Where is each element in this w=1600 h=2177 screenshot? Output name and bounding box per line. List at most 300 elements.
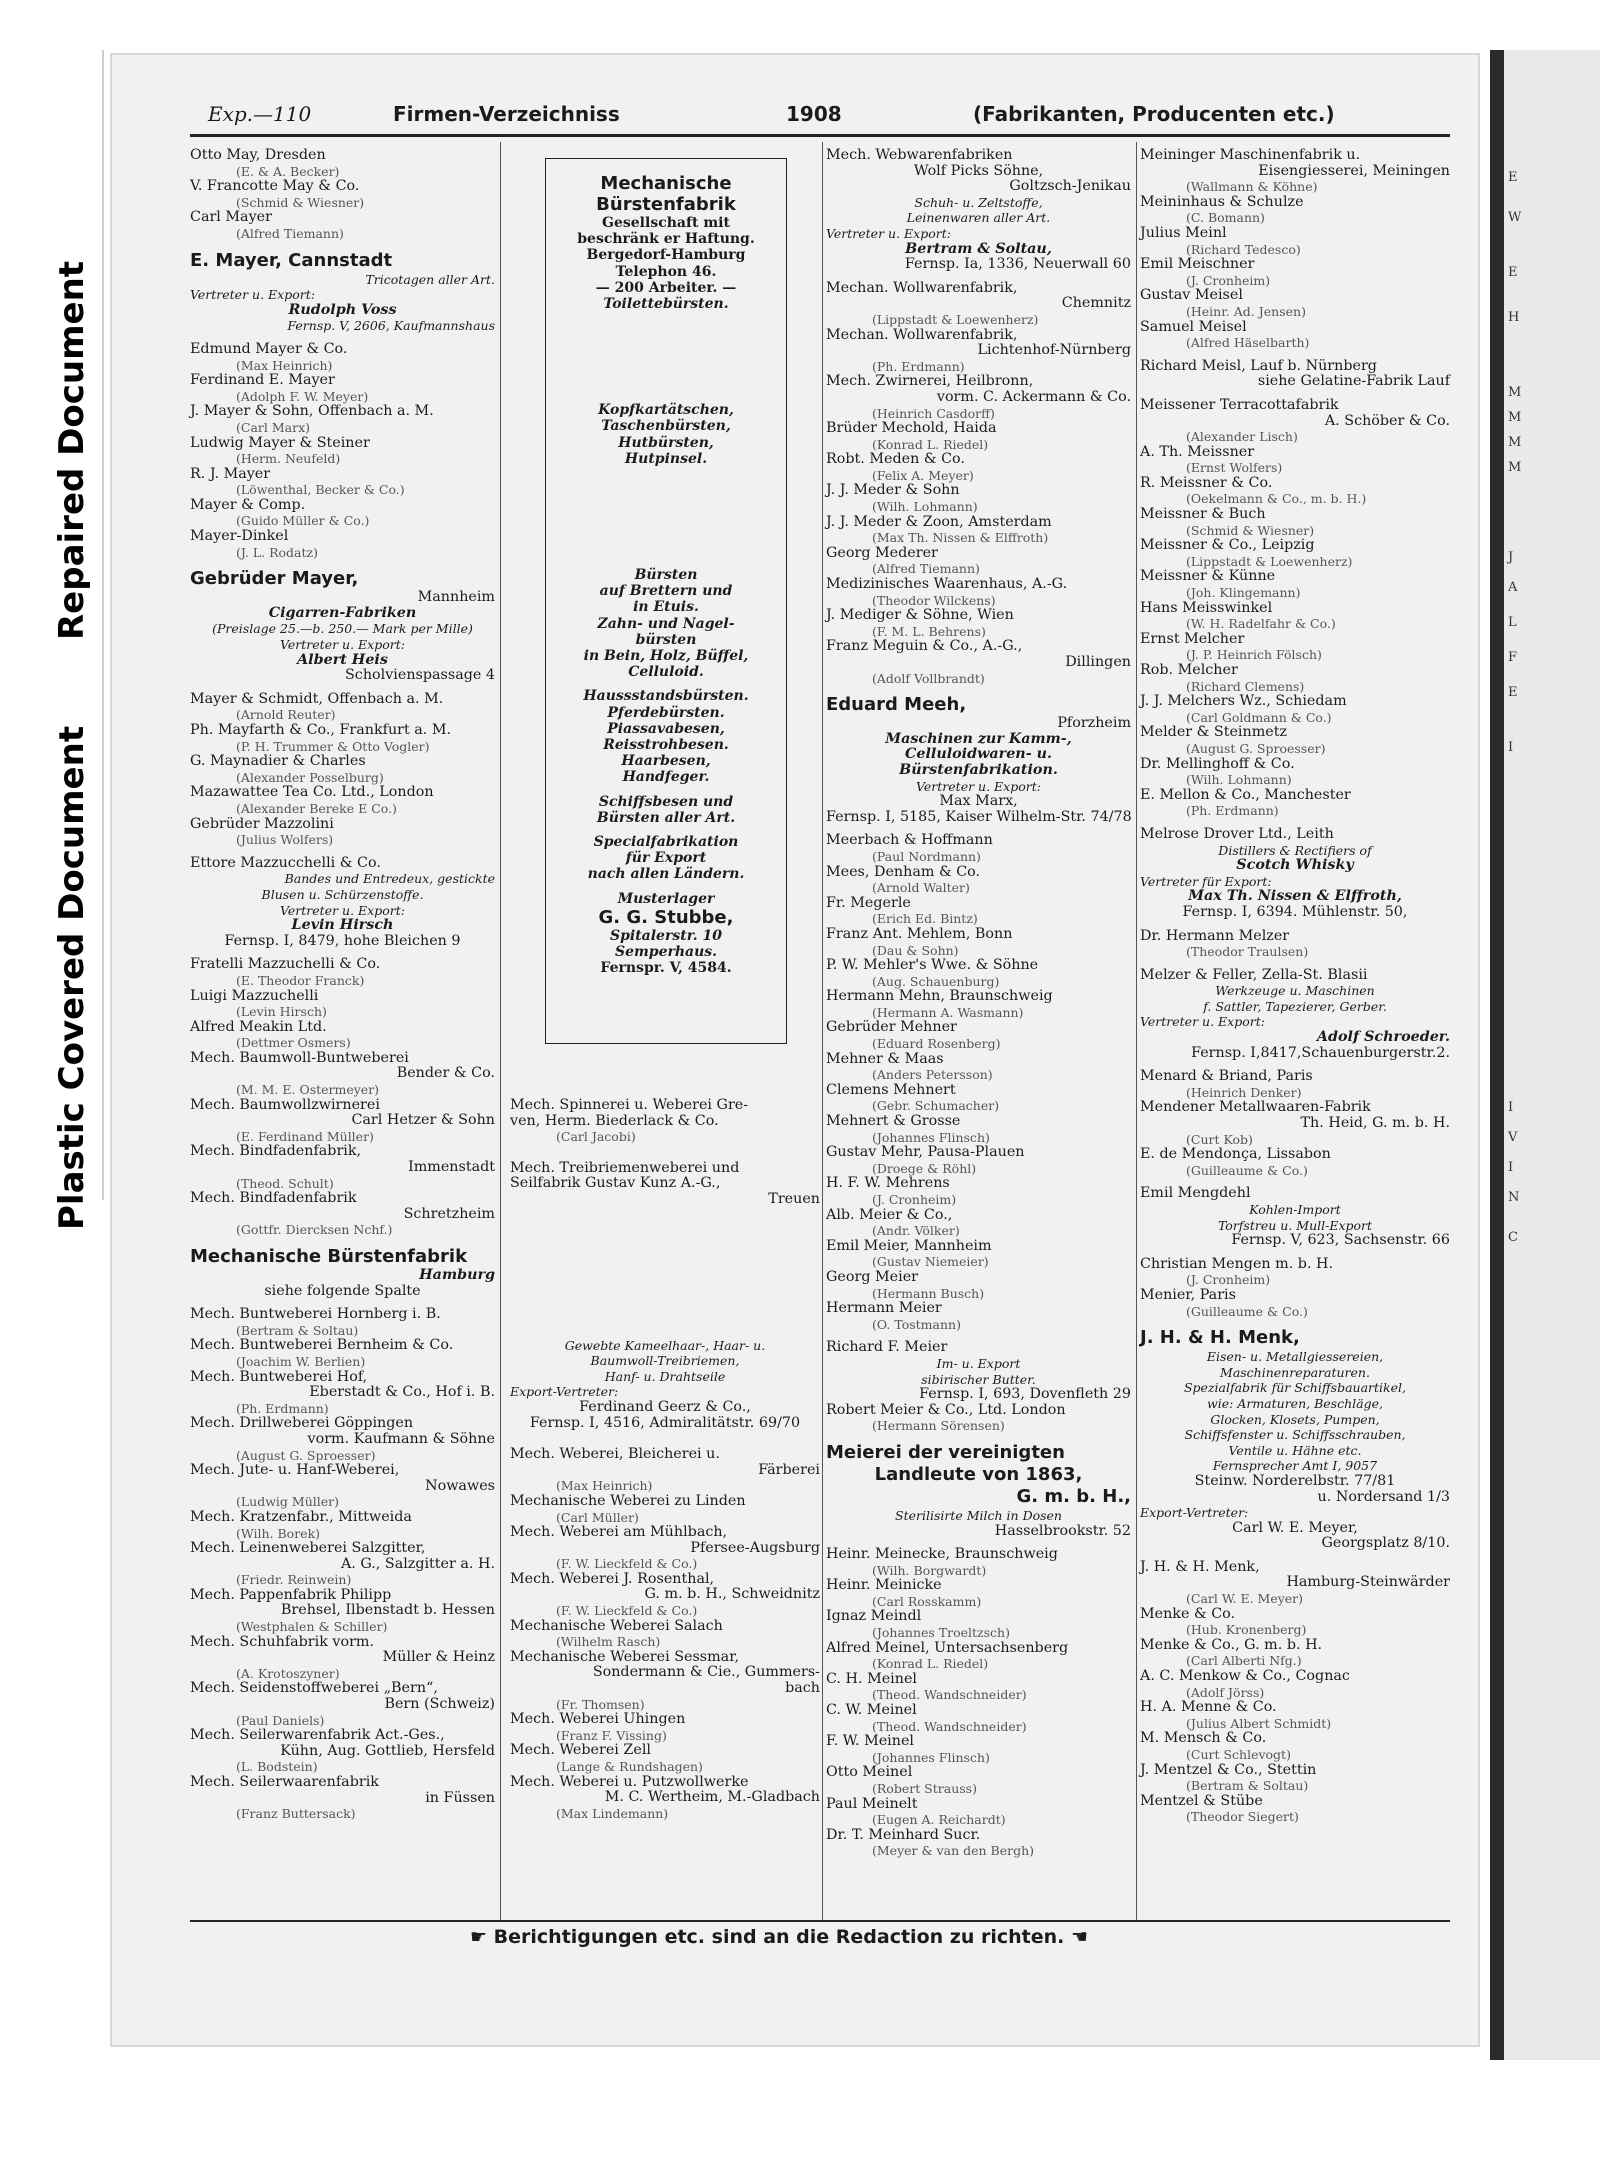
ad-line: Reisstrohbesen. (603, 737, 729, 754)
listing-line: ven, Herm. Biederlack & Co. (510, 1112, 719, 1129)
listing-line: Werkzeuge u. Maschinen (1215, 983, 1375, 999)
listing-line: Bandes und Entredeux, gestickte (284, 871, 495, 887)
listing-line: (Carl Rosskamm) (872, 1593, 982, 1609)
column-2 (510, 1098, 820, 1821)
listing-line: (Hub. Kronenberg) (1186, 1622, 1307, 1638)
listing-line: Samuel Meisel (1140, 318, 1247, 335)
ad-line: Telephon 46. (615, 263, 717, 280)
listing-line: Export-Vertreter: (1140, 1505, 1249, 1521)
listing-line: (Ph. Erdmann) (236, 1400, 329, 1416)
listing-line: Meissener Terracottafabrik (1140, 396, 1339, 413)
listing-line: (Wilhelm Rasch) (556, 1634, 661, 1650)
listing-line: Mazawattee Tea Co. Ltd., London (190, 784, 434, 801)
listing-line: J. H. & H. Menk, (1140, 1327, 1300, 1349)
listing-line: (Dettmer Osmers) (236, 1035, 351, 1051)
listing-line: (Heinrich Denker) (1186, 1084, 1302, 1100)
listing-line: (Alexander Lisch) (1186, 429, 1298, 445)
listing-line: Fernsp. I, 693, Dovenfleth 29 (919, 1386, 1131, 1403)
ad-line: Kopfkartätschen, (598, 402, 734, 419)
listing-line: Eisen- u. Metallgiessereien, (1206, 1349, 1384, 1365)
listing-line: (Wilh. Lohmann) (1186, 772, 1292, 788)
edge-letter: M (1508, 435, 1522, 450)
listing-line: Emil Mengdehl (1140, 1185, 1251, 1202)
listing-line: Menke & Co., G. m. b. H. (1140, 1636, 1323, 1653)
listing-line: A. Schöber & Co. (1324, 412, 1450, 429)
listing-line: Celluloidwaren- u. (904, 746, 1052, 763)
listing-line: (Alfred Häselbarth) (1186, 335, 1310, 351)
edge-letter: M (1508, 385, 1522, 400)
listing-line: (Löwenthal, Becker & Co.) (236, 482, 405, 498)
listing-line: Goltzsch-Jenikau (1009, 178, 1131, 195)
listing-line: Pforzheim (1057, 715, 1131, 732)
listing-line: Mech. Drillweberei Göppingen (190, 1415, 414, 1432)
listing-line: Gustav Mehr, Pausa-Plauen (826, 1144, 1025, 1161)
listing-line: (A. Krotoszyner) (236, 1665, 340, 1681)
listing-line: Mehner & Maas (826, 1050, 944, 1067)
listing-line: Mayer & Comp. (190, 496, 306, 513)
edge-letter: E (1508, 265, 1518, 280)
ad-line: auf Brettern und (599, 583, 733, 600)
listing-line: (Theod. Schult) (236, 1175, 334, 1191)
listing-line: Ventile u. Hähne etc. (1228, 1442, 1362, 1458)
clothes-brush-illustration (546, 467, 786, 567)
listing-line: Medizinisches Waarenhaus, A.-G. (826, 576, 1068, 593)
listing-line (826, 686, 1131, 694)
listing-line: C. W. Meinel (826, 1702, 917, 1719)
edge-letter: I (1508, 1100, 1514, 1115)
listing-line: Bender & Co. (396, 1065, 495, 1082)
listing-line: (Johannes Troeltzsch) (872, 1625, 1010, 1641)
listing-line: Hamburg (419, 1267, 495, 1283)
listing-line: Melder & Steinmetz (1140, 724, 1288, 741)
listing-line: (Heinrich Casdorff) (872, 405, 995, 421)
listing-line: (Wilh. Lohmann) (872, 499, 978, 515)
listing-line: (Arnold Walter) (872, 880, 970, 896)
listing-line: (E. Theodor Franck) (236, 972, 365, 988)
ad-line: Semperhaus. (614, 944, 718, 961)
ad-line: Bürsten (634, 567, 698, 584)
listing-line: (F. W. Lieckfeld & Co.) (556, 1603, 698, 1619)
listing-line: Alb. Meier & Co., (826, 1206, 953, 1223)
listing-line: (Guilleaume & Co.) (1186, 1303, 1308, 1319)
listing-line: Alfred Meakin Ltd. (190, 1018, 327, 1035)
listing-line: Im- u. Export (936, 1355, 1021, 1371)
ad-line: Schiffsbesen und (598, 793, 734, 810)
listing-line: Mech. Buntweberei Bernheim & Co. (190, 1337, 454, 1354)
listing-line: Ferdinand E. Mayer (190, 372, 335, 389)
listing-line: (O. Tostmann) (872, 1316, 961, 1332)
listing-line: Fernsp. V, 2606, Kaufmannshaus (287, 318, 495, 334)
listing-line: vorm. Kaufmann & Söhne (307, 1430, 495, 1447)
listing-line: Paul Meinelt (826, 1795, 918, 1812)
listing-line: (Westphalen & Schiller) (236, 1619, 388, 1635)
listing-line: Rob. Melcher (1140, 662, 1238, 678)
listing-line: Meissner & Künne (1140, 568, 1276, 585)
listing-line: Gustav Meisel (1140, 287, 1243, 304)
listing-line: Robt. Meden & Co. (826, 451, 965, 468)
listing-line: siehe Gelatine-Fabrik Lauf (1257, 373, 1450, 390)
listing-line: (Hermann Sörensen) (872, 1418, 1005, 1434)
listing-line: (E. Ferdinand Müller) (236, 1128, 374, 1144)
listing-line: sibirischer Butter. (921, 1371, 1036, 1387)
listing-line: Carl Mayer (190, 209, 272, 226)
listing-line: Melrose Drover Ltd., Leith (1140, 825, 1334, 842)
listing-line: (Carl Goldmann & Co.) (1186, 709, 1332, 725)
listing-line: Glocken, Klosets, Pumpen, (1210, 1411, 1380, 1427)
listing-line: A. C. Menkow & Co., Cognac (1140, 1668, 1350, 1685)
listing-line: u. Nordersand 1/3 (1317, 1488, 1450, 1505)
repaired-document-label: Repaired Document (52, 260, 92, 640)
edge-letter: N (1508, 1190, 1520, 1205)
listing-line: Mech. Treibriemenweberei und (510, 1159, 740, 1176)
listing-line: Adolf Schroeder. (1316, 1029, 1450, 1046)
listing-line: Wolf Picks Söhne, (913, 162, 1044, 179)
ad-line: Spitalerstr. 10 (609, 927, 723, 944)
listing-line: Hanf- u. Drahtseile (604, 1368, 726, 1384)
listing-line: in Füssen (425, 1789, 495, 1806)
listing-line: (Schmid & Wiesner) (236, 194, 365, 210)
footer-notice (470, 1926, 1088, 1948)
listing-line: (J. P. Heinrich Fölsch) (1186, 647, 1322, 663)
listing-line: Mech. Weberei Uhingen (510, 1711, 686, 1728)
listing-line: Menard & Briand, Paris (1140, 1068, 1313, 1085)
listing-line: Distillers & Rectifiers of (1218, 842, 1372, 858)
ad-line: Bergedorf-Hamburg (586, 247, 746, 264)
listing-line: Spezialfabrik für Schiffsbauartikel, (1183, 1380, 1406, 1396)
listing-line: Bürstenfabrikation. (899, 761, 1058, 778)
listing-line: Vertreter u. Export: (280, 902, 405, 918)
listing-line: (Theodor Siegert) (1186, 1809, 1299, 1825)
ad-line: — 200 Arbeiter. — (595, 279, 737, 296)
listing-line: (Richard Clemens) (1186, 678, 1305, 694)
listing-line: Ignaz Meindl (826, 1608, 922, 1625)
listing-line: Ludwig Mayer & Steiner (190, 434, 370, 451)
listing-line: Dr. Hermann Melzer (1140, 927, 1290, 944)
listing-line: Otto Meinel (826, 1764, 913, 1781)
listing-line (190, 242, 495, 250)
listing-line: Mannheim (417, 589, 495, 606)
column-1 (190, 148, 495, 1822)
listing-line: (L. Bodstein) (236, 1759, 318, 1775)
listing-line: f. Sattler, Tapezierer, Gerber. (1203, 998, 1387, 1014)
listing-line: Müller & Heinz (382, 1649, 495, 1666)
listing-line: (Guido Müller & Co.) (236, 513, 370, 529)
listing-line: Emil Meischner (1140, 256, 1255, 273)
listing-line: Dillingen (1065, 654, 1131, 670)
edge-letter: L (1508, 615, 1517, 630)
listing-line: (Wilh. Borgwardt) (872, 1562, 987, 1578)
listing-line: M. C. Wertheim, M.-Gladbach (604, 1789, 820, 1806)
listing-line: Rudolph Voss (288, 301, 397, 318)
listing-line: Nowawes (425, 1477, 495, 1494)
listing-line: (Joh. Klingemann) (1186, 585, 1301, 601)
listing-line: Fernsp. V, 623, Sachsenstr. 66 (1231, 1232, 1450, 1249)
listing-line: (Ernst Wolfers) (1186, 460, 1283, 476)
listing-line: Ph. Mayfarth & Co., Frankfurt a. M. (190, 722, 452, 738)
footer-text: Berichtigungen etc. sind an die Redaction zu richten. (493, 1926, 1065, 1948)
listing-line: Mech. Baumwoll-Buntweberei (190, 1049, 409, 1066)
edge-letter: M (1508, 410, 1522, 425)
listing-line: (Ph. Erdmann) (1186, 803, 1279, 819)
listing-line: (Konrad L. Riedel) (872, 1656, 989, 1672)
listing-line: Max Marx, (939, 793, 1018, 810)
listing-line: Hermann Mehn, Braunschweig (826, 988, 1053, 1005)
edge-letter: E (1508, 170, 1518, 185)
ad-line: Gesellschaft mit (602, 215, 730, 231)
listing-line: (Friedr. Reinwein) (236, 1572, 352, 1588)
listing-line: Mech. Spinnerei u. Weberei Gre- (510, 1097, 749, 1113)
adjacent-page-edge (1490, 50, 1600, 2060)
listing-line: Meerbach & Hoffmann (826, 832, 993, 849)
listing-line: (Arnold Reuter) (236, 707, 336, 723)
listing-line: Carl W. E. Meyer, (1232, 1519, 1358, 1536)
listing-line: Ferdinand Geerz & Co., (579, 1398, 751, 1415)
listing-line: (Julius Albert Schmidt) (1186, 1715, 1332, 1731)
listing-line: J. J. Melchers Wz., Schiedam (1140, 693, 1347, 710)
listing-line: Mechan. Wollwarenfabrik, (826, 279, 1018, 296)
listing-line: (Carl W. E. Meyer) (1186, 1591, 1304, 1607)
ad-line: Musterlager (617, 890, 715, 907)
listing-line: (J. Cronheim) (872, 1192, 957, 1207)
listing-line: (Fr. Thomsen) (556, 1696, 645, 1712)
listing-line: (Gebr. Schumacher) (872, 1098, 1000, 1114)
ad-line: Piassavabesen, (607, 720, 725, 737)
listing-line: (Max Lindemann) (556, 1805, 669, 1821)
listing-line: (Max Heinrich) (556, 1478, 653, 1494)
listing-line: Bern (Schweiz) (384, 1696, 495, 1713)
listing-line: Mechanische Weberei Sessmar, (510, 1648, 740, 1665)
listing-line: (Ludwig Müller) (236, 1494, 339, 1510)
page-number: Exp.—110 (208, 102, 312, 126)
listing-line: Georg Meier (826, 1268, 918, 1285)
ad-line: Haarbesen, (621, 753, 711, 770)
listing-line: (Max Heinrich) (236, 357, 333, 373)
header-rule (190, 134, 1450, 137)
listing-line: (Franz Buttersack) (236, 1806, 356, 1822)
listing-line: Vertreter u. Export: (280, 637, 405, 653)
edge-letter: M (1508, 460, 1522, 475)
listing-line: Chemnitz (1061, 295, 1131, 312)
edge-letter: E (1508, 685, 1518, 700)
listing-line: (Paul Daniels) (236, 1712, 325, 1728)
listing-line: J. Mentzel & Co., Stettin (1140, 1761, 1317, 1778)
listing-line (510, 1431, 820, 1439)
listing-line: (Eugen A. Reichardt) (872, 1812, 1006, 1828)
listing-line: (Johannes Flinsch) (872, 1749, 990, 1765)
listing-line: (W. H. Radelfahr & Co.) (1186, 616, 1336, 632)
listing-line: (F. M. L. Behrens) (872, 623, 986, 639)
listing-line: (Theod. Wandschneider) (872, 1687, 1027, 1703)
ad-line: Haussstandsbürsten. (583, 688, 749, 705)
ad-line (546, 680, 786, 688)
ad-line: beschränk er Haftung. (577, 231, 755, 248)
listing-line: Fr. Megerle (826, 894, 911, 911)
plastic-covered-document-label: Plastic Covered Document (52, 725, 92, 1230)
listing-line: Robert Meier & Co., Ltd. London (826, 1401, 1066, 1418)
listing-line: Mech. Webwarenfabriken (826, 147, 1013, 163)
listing-line: Mech. Pappenfabrik Philipp (190, 1586, 392, 1603)
listing-line: Brehsel, Ilbenstadt b. Hessen (280, 1602, 495, 1619)
listing-line: Kohlen-Import (1249, 1202, 1341, 1217)
listing-line: Mech. Weberei Zell (510, 1742, 651, 1759)
listing-line: Mech. Zwirnerei, Heilbronn, (826, 373, 1034, 390)
header-subtitle: (Fabrikanten, Producenten etc.) (973, 102, 1335, 126)
listing-line: Mech. Weberei u. Putzwollwerke (510, 1773, 749, 1790)
listing-line: Maschinenreparaturen. (1220, 1364, 1370, 1380)
listing-line: Carl Hetzer & Sohn (351, 1112, 495, 1129)
listing-line: bach (785, 1680, 820, 1697)
listing-line: Fernsp. I, 6394. Mühlenstr. 50, (1182, 903, 1408, 920)
ad-line: Pferdebürsten. (607, 704, 725, 721)
listing-line: Baumwoll-Treibriemen, (590, 1353, 740, 1369)
listing-line: Vertreter für Export: (1140, 873, 1272, 889)
listing-line: Meissner & Co., Leipzig (1140, 537, 1315, 554)
side-label-strip (0, 50, 104, 1230)
listing-line: (Adolph F. W. Meyer) (236, 388, 369, 404)
listing-line: (Droege & Röhl) (872, 1160, 977, 1176)
listing-line: Sondermann & Cie., Gummers- (592, 1664, 820, 1681)
ad-line: G. G. Stubbe, (598, 906, 734, 928)
listing-line: (August G. Sproesser) (1186, 740, 1326, 756)
listing-line: Ettore Mazzucchelli & Co. (190, 854, 381, 871)
listing-line: Brüder Mechold, Haida (826, 420, 997, 437)
listing-line: (Franz F. Vissing) (556, 1727, 667, 1743)
listing-line: Schuh- u. Zeltstoffe, (914, 194, 1043, 210)
listing-line: (Hermann A. Wasmann) (872, 1004, 1024, 1020)
edge-letter: I (1508, 740, 1514, 755)
ad-line: Bürsten aller Art. (596, 809, 736, 826)
listing-line (190, 1238, 495, 1246)
listing-line: (Wilh. Borek) (236, 1525, 321, 1541)
listing-line: Mayer-Dinkel (190, 528, 289, 545)
listing-line: (Max Th. Nissen & Elffroth) (872, 530, 1049, 546)
listing-line: (Erich Ed. Bintz) (872, 911, 978, 927)
listing-line: Franz Meguin & Co., A.-G., (826, 638, 1023, 655)
listing-line (510, 1208, 820, 1338)
column-divider (822, 142, 823, 1922)
listing-line: J. Mediger & Söhne, Wien (826, 607, 1014, 624)
listing-line: Hasselbrookstr. 52 (994, 1522, 1131, 1539)
listing-line: Julius Meinl (1140, 224, 1227, 241)
listing-line: (Adolf Jörss) (1186, 1684, 1265, 1700)
listing-line: Gebrüder Mazzolini (190, 815, 334, 832)
listing-line: (Johannes Flinsch) (872, 1129, 990, 1145)
listing-line: (J. Cronheim) (1186, 1272, 1271, 1288)
listing-line: (Schmid & Wiesner) (1186, 522, 1315, 538)
listing-line: Mech. Bindfadenfabrik, (190, 1143, 362, 1160)
listing-line: Mentzel & Stübe (1140, 1792, 1263, 1809)
listing-line (190, 560, 495, 568)
ad-line: in Etuis. (633, 599, 699, 616)
listing-line: (Carl Marx) (236, 419, 310, 435)
listing-line: (Carl Jacobi) (556, 1129, 636, 1145)
listing-line: F. W. Meinel (826, 1733, 914, 1750)
listing-line: Mech. Weberei J. Rosenthal, (510, 1570, 715, 1587)
listing-line: (Robert Strauss) (872, 1781, 977, 1796)
listing-line: (Oekelmann & Co., m. b. H.) (1186, 491, 1367, 507)
ad-line: Handfeger. (622, 769, 710, 786)
ad-line: für Export (625, 850, 707, 867)
listing-line: Treuen (768, 1190, 820, 1207)
listing-line: Emil Meier, Mannheim (826, 1237, 992, 1254)
listing-line: (F. W. Lieckfeld & Co.) (556, 1556, 698, 1572)
listing-line: vorm. C. Ackermann & Co. (936, 388, 1131, 405)
listing-line: (Alexander Posselburg) (236, 769, 384, 785)
listing-line: Mechanische Weberei zu Linden (510, 1492, 746, 1509)
listing-line: A. Th. Meissner (1140, 443, 1255, 460)
ad-line: Bürstenfabrik (596, 194, 736, 215)
listing-line: R. J. Mayer (190, 465, 271, 482)
listing-line: E. de Mendonça, Lissabon (1140, 1146, 1331, 1163)
listing-line: Mech. Leinenweberei Salzgitter, (190, 1540, 426, 1557)
listing-line: Meierei der vereinigten (826, 1441, 1065, 1463)
listing-line: E. Mellon & Co., Manchester (1140, 786, 1351, 803)
listing-line: (Heinr. Ad. Jensen) (1186, 303, 1306, 319)
listing-line: Hermann Meier (826, 1300, 942, 1317)
listing-line: Otto May, Dresden (190, 147, 326, 163)
listing-line: (Lange & Rundshagen) (556, 1759, 703, 1774)
column-divider (500, 142, 501, 1922)
listing-line: (Carl Müller) (556, 1509, 639, 1525)
listing-line: Mechanische Bürstenfabrik (190, 1246, 468, 1267)
listing-line: E. Mayer, Cannstadt (190, 249, 393, 271)
listing-line: Lichtenhof-Nürnberg (977, 342, 1131, 359)
listing-line: Bertram & Soltau, (905, 240, 1052, 257)
listing-line: (Theod. Wandschneider) (872, 1718, 1027, 1734)
page-header (208, 102, 1458, 136)
listing-line: Mayer & Schmidt, Offenbach a. M. (190, 690, 444, 707)
brush-factory-advertisement (545, 158, 787, 1044)
listing-line: Meininger Maschinenfabrik u. (1140, 147, 1361, 163)
listing-line: (J. L. Rodatz) (236, 544, 318, 560)
listing-line: Meissner & Buch (1140, 506, 1266, 523)
edge-letter: F (1508, 650, 1518, 665)
listing-line: Vertreter u. Export: (826, 225, 951, 241)
listing-line: Melzer & Feller, Zella-St. Blasii (1140, 966, 1368, 983)
listing-line: A. G., Salzgitter a. H. (340, 1555, 495, 1572)
hairbrush-illustration (546, 312, 786, 402)
listing-line: R. Meissner & Co. (1140, 474, 1273, 491)
listing-line: C. H. Meinel (826, 1670, 917, 1687)
listing-line (826, 1434, 1131, 1442)
listing-line: (Adolf Vollbrandt) (872, 670, 985, 686)
ad-line: Toilettebürsten. (603, 296, 729, 313)
listing-line: Mech. Weberei am Mühlbach, (510, 1524, 728, 1541)
listing-line: (Guilleaume & Co.) (1186, 1162, 1308, 1178)
listing-line: (Alexander Bereke E Co.) (236, 800, 397, 816)
listing-line: (Julius Wolfers) (236, 832, 334, 848)
listing-line: wie: Armaturen, Beschläge, (1207, 1395, 1383, 1411)
ad-line (546, 826, 786, 834)
listing-line: Steinw. Norderelbstr. 77/81 (1194, 1472, 1396, 1489)
listing-line: (Ph. Erdmann) (872, 358, 965, 374)
listing-line: P. W. Mehler's Wwe. & Söhne (826, 957, 1039, 974)
listing-line: Sterilisirte Milch in Dosen (895, 1507, 1062, 1523)
ad-line: Hutbürsten, (618, 434, 714, 451)
ad-line: Hutpinsel. (624, 450, 708, 467)
listing-line: Mech. Buntweberei Hornberg i. B. (190, 1306, 441, 1323)
listing-line: Vertreter u. Export: (916, 778, 1041, 794)
listing-line (1140, 1319, 1450, 1327)
listing-line: G. m. b. H., (1016, 1485, 1131, 1507)
listing-line: H. A. Menne & Co. (1140, 1699, 1277, 1716)
listing-line: Maschinen zur Kamm-, (885, 730, 1072, 747)
listing-line: (Theodor Wilckens) (872, 592, 996, 608)
listing-line: (Konrad L. Riedel) (872, 436, 989, 452)
ad-line: Mechanische (600, 173, 732, 194)
listing-line: Färberei (758, 1461, 820, 1478)
listing-line: J. Mayer & Sohn, Offenbach a. M. (190, 403, 434, 420)
